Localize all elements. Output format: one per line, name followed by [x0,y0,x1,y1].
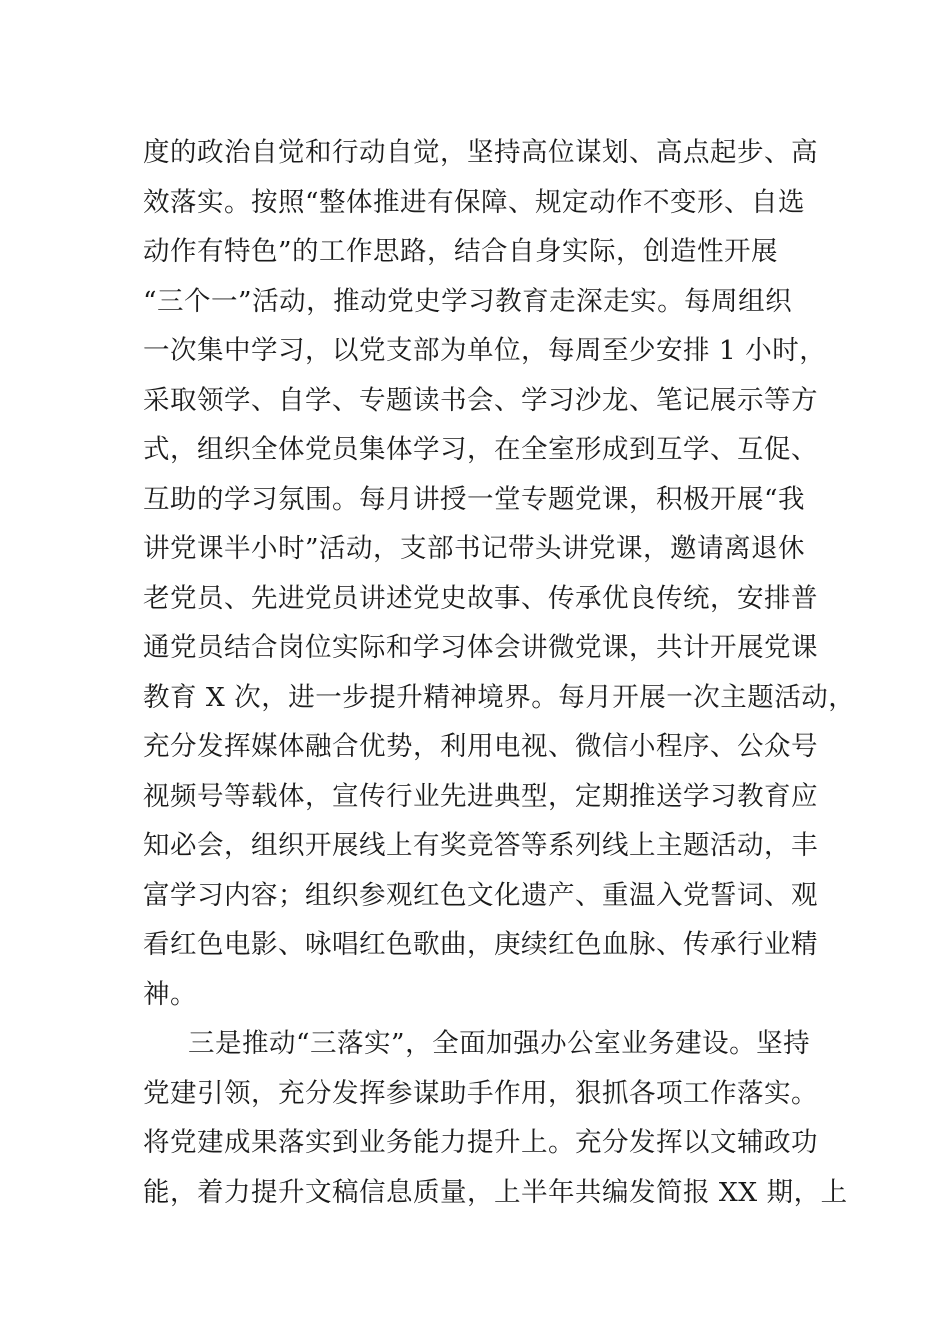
text-line: 看红色电影、咏唱红色歌曲，庚续红色血脉、传承行业精 [143,929,818,960]
text-line: 老党员、先进党员讲述党史故事、传承优良传统，安排普 [143,582,818,614]
text-line: 讲党课半小时”活动，支部书记带头讲党课，邀请离退休 [143,533,806,564]
text-line: “三个一”活动，推动党史学习教育走深走实。每周组织 [143,285,793,317]
text-line: 采取领学、自学、专题读书会、学习沙龙、笔记展示等方 [143,384,818,416]
text-line: 效落实。按照“整体推进有保障、规定动作不变形、自选 [143,186,806,218]
text-line: 度的政治自觉和行动自觉，坚持高位谋划、高点起步、高 [143,137,818,168]
text-line: 视频号等载体，宣传行业先进典型，定期推送学习教育应 [143,780,818,812]
text-line: 神。 [143,978,197,1010]
text-line: 知必会，组织开展线上有奖竞答等系列线上主题活动，丰 [143,830,818,861]
text-line: 富学习内容；组织参观红色文化遗产、重温入党誓词、观 [143,879,818,911]
paragraph-start-line: 三是推动“三落实”，全面加强办公室业务建设。坚持 [188,1028,811,1059]
text-line: 一次集中学习，以党支部为单位，每周至少安排 1 小时， [143,335,827,366]
text-line: 通党员结合岗位实际和学习体会讲微党课，共计开展党课 [143,632,818,663]
text-line: 互助的学习氛围。每月讲授一堂专题党课，积极开展“我 [143,483,806,515]
text-line: 将党建成果落实到业务能力提升上。充分发挥以文辅政功 [143,1127,818,1158]
text-line: 党建引领，充分发挥参谋助手作用，狠抓各项工作落实。 [143,1077,818,1109]
text-line: 动作有特色”的工作思路，结合自身实际，创造性开展 [143,236,779,267]
text-line: 教育 X 次，进一步提升精神境界。每月开展一次主题活动， [143,681,856,713]
text-line: 充分发挥媒体融合优势，利用电视、微信小程序、公众号 [143,731,818,762]
text-line: 式，组织全体党员集体学习，在全室形成到互学、互促、 [143,434,818,465]
text-line: 能，着力提升文稿信息质量，上半年共编发简报 XX 期，上 [143,1176,848,1208]
